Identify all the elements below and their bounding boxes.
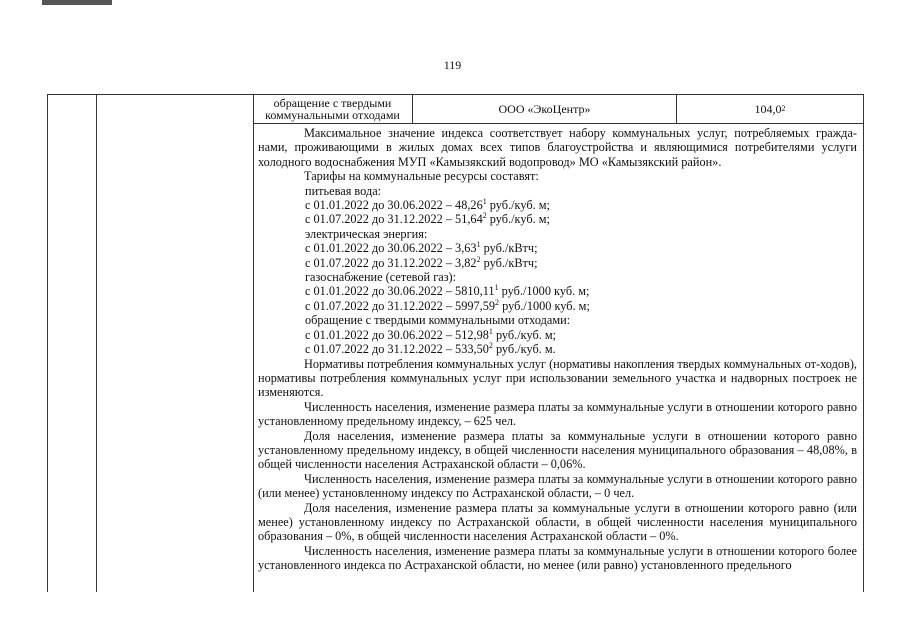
tariff-heading: электрическая энергия: — [305, 226, 428, 241]
tariff-line: с 01.07.2022 до 31.12.2022 – 533,50$^2$ руб./куб. м. — [305, 341, 556, 357]
tariff-heading: газоснабжение (сетевой газ): — [305, 270, 457, 285]
paragraph: Доля населения, изменение размера платы за коммунальные услуги в отношении которого равно (или менее) установленному индексу по Астраханской области, в общей численности населения муниципального образования – 0%, в общей численности населения Астраханской области – 0%. — [258, 500, 857, 544]
service-cell — [253, 95, 413, 123]
paragraph: Доля населения, изменение размера платы за коммунальные услуги в отношении которого равно установленному предельному индексу, в общей численности населения муниципального образования – 48,08%, в общей численности населения Астраханской области – 0,06%. — [258, 428, 857, 472]
service-label: обращение с твердыми коммунальными отходами — [265, 96, 400, 122]
tariff-heading: обращение с твердыми коммунальными отходами: — [305, 313, 571, 328]
tariff-line: с 01.01.2022 до 30.06.2022 – 48,26$^1$ руб./куб. м; — [305, 196, 550, 213]
tariff-line: с 01.01.2022 до 30.06.2022 – 5810,11$^1$ руб./1000 куб. м; — [305, 283, 590, 299]
column-divider — [253, 95, 254, 592]
tariff-line: с 01.07.2022 до 31.12.2022 – 5997,59$^2$ руб./1000 куб. м; — [305, 297, 590, 313]
paragraph: Численность населения, изменение размера платы за коммунальные услуги в отношении которого равно установленному предельному индексу, – 625 чел. — [258, 399, 857, 429]
table-frame — [47, 94, 864, 592]
body-text — [258, 126, 857, 573]
index-value: 104,0 — [754, 102, 782, 116]
tariff-line: с 01.01.2022 до 30.06.2022 – 3,63$^1$ руб./кВтч; — [305, 240, 538, 256]
scan-edge-mark — [42, 0, 112, 5]
provider-cell — [413, 95, 677, 123]
paragraph: Численность населения, изменение размера платы за коммунальные услуги в отношении которого равно (или менее) установленному индексу по Астраханской области, – 0 чел. — [258, 471, 857, 501]
tariff-heading: питьевая вода: — [305, 183, 382, 198]
paragraph: Максимальное значение индекса соответствует набору коммунальных услуг, потребляемых гражда-нами, проживающими в жилых домах всех типов благоустройства и являющимися потребителями услуги холодного водоснабжения МУП «Камызякский водопровод» МО «Камызякский район». — [258, 126, 857, 169]
column-divider — [96, 95, 97, 592]
provider-label: ООО «ЭкоЦентр» — [498, 102, 591, 116]
tariff-line: с 01.07.2022 до 31.12.2022 – 51,64$^2$ руб./куб. м; — [305, 211, 550, 227]
table-row — [253, 95, 863, 124]
paragraph: Численность населения, изменение размера платы за коммунальные услуги в отношении которого более установленного индекса по Астраханской области, но менее (или равно) установленного предельного — [258, 543, 857, 573]
tariff-line: с 01.01.2022 до 30.06.2022 – 512,98$^1$ руб./куб. м; — [305, 326, 557, 342]
paragraph: Нормативы потребления коммунальных услуг (нормативы накопления твердых коммунальных от-ходов), нормативы потребления коммунальных услуг при использовании земельного участка и надворных построек не изменяются. — [258, 356, 857, 400]
index-cell: 104,0 2 — [754, 102, 786, 116]
page-number: 119 — [443, 58, 462, 72]
paragraph: Тарифы на коммунальные ресурсы составят: — [304, 169, 539, 184]
tariff-line: с 01.07.2022 до 31.12.2022 – 3,82$^2$ руб./кВтч; — [305, 254, 538, 270]
